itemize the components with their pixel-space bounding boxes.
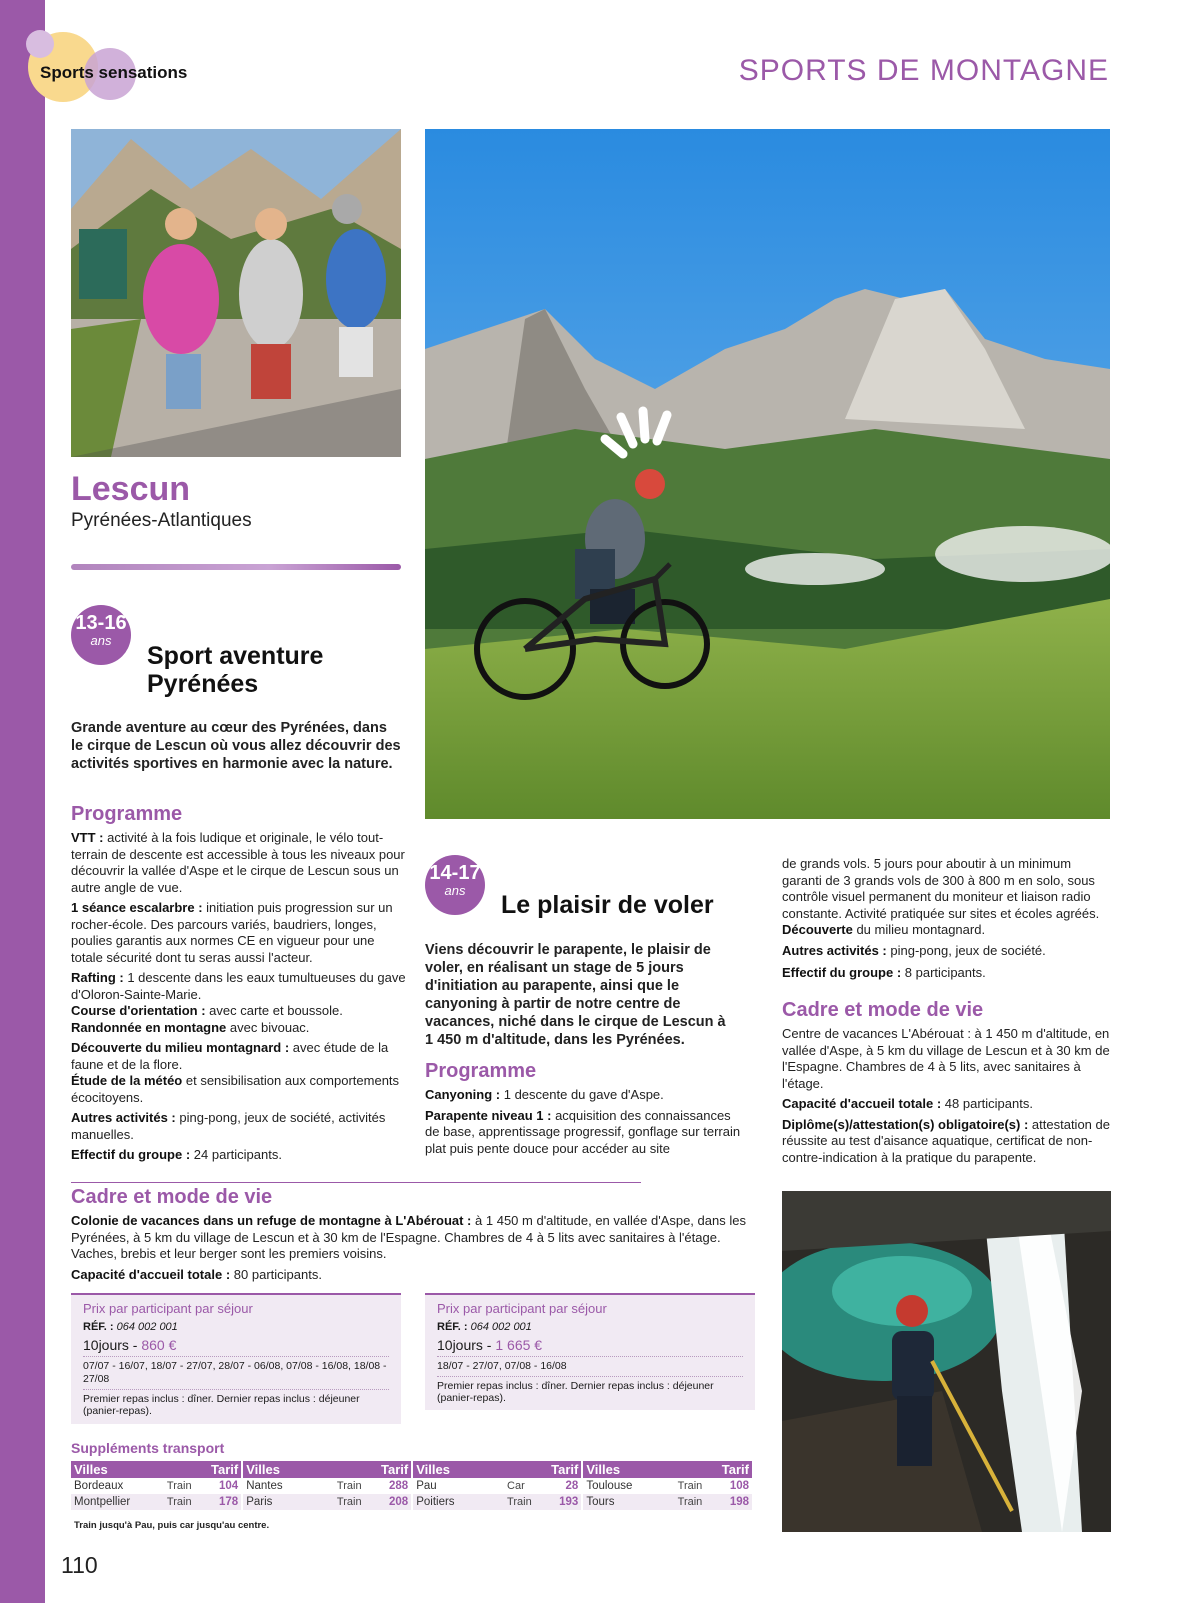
city: Pau bbox=[416, 1480, 437, 1492]
col-price: Tarif bbox=[548, 1461, 582, 1478]
price-duration: 10jours - 1 665 € bbox=[437, 1337, 743, 1357]
stay2-intro: Viens découvrir le parapente, le plaisir de voler, en réalisant un stage de 5 jours d'initiation au parapente, ainsi que le canyoning à partir de notre centre de vacances, niché dans le cirque de Lescun à 1 450 m d'altitude, dans les Pyrénées. bbox=[425, 942, 726, 1048]
mode: Train bbox=[504, 1494, 548, 1510]
price: 288 bbox=[378, 1478, 412, 1494]
programme-item-vtt: VTT : activité à la fois ludique et originale, le vélo tout-terrain de descente est accessible à tous les niveaux pour découvrir la vallée d'Aspe et le cirque de Lescun sous un autre angle de vue. bbox=[71, 830, 405, 895]
mode: Car bbox=[507, 1480, 525, 1492]
transport-title: Suppléments transport bbox=[71, 1440, 225, 1456]
stay1-cadre bbox=[71, 1213, 761, 1287]
programme-item-orientation: Course d'orientation : avec carte et boussole. bbox=[71, 1003, 343, 1018]
price: 198 bbox=[719, 1494, 753, 1510]
col-city: Villes bbox=[582, 1461, 718, 1478]
price: 104 bbox=[208, 1478, 242, 1494]
age-badge-stay1 bbox=[71, 605, 131, 665]
programme-item-meteo: Étude de la météo et sensibilisation aux comportements écocitoyens. bbox=[71, 1073, 400, 1105]
mode: Train bbox=[675, 1494, 719, 1510]
hikers-photo bbox=[71, 129, 401, 457]
programme-item-effectif: Effectif du groupe : 24 participants. bbox=[71, 1147, 282, 1162]
price-ref: RÉF. : 064 002 001 bbox=[437, 1321, 532, 1333]
col-city: Villes bbox=[71, 1461, 208, 1478]
section-tag-label: Sports sensations bbox=[40, 63, 188, 82]
stay1-title-line1: Sport aventure bbox=[147, 642, 324, 670]
price: 208 bbox=[378, 1494, 412, 1510]
stay1-title-line2: Pyrénées bbox=[147, 670, 259, 698]
price: 108 bbox=[719, 1478, 753, 1494]
price-title: Prix par participant par séjour bbox=[83, 1301, 253, 1316]
city: Paris bbox=[242, 1494, 334, 1510]
tag-circle-small bbox=[26, 30, 54, 58]
location-name: Lescun bbox=[71, 470, 191, 508]
stay1-title bbox=[147, 642, 323, 698]
price-title: Prix par participant par séjour bbox=[437, 1301, 607, 1316]
page-sidebar-band bbox=[0, 0, 45, 1603]
col-city: Villes bbox=[412, 1461, 548, 1478]
mode: Train bbox=[677, 1480, 703, 1492]
price-meals: Premier repas inclus : dîner. Dernier repas inclus : déjeuner (panier-repas). bbox=[437, 1380, 714, 1404]
programme-item-decouverte: Découverte du milieu montagnard : avec étude de la faune et de la flore. bbox=[71, 1040, 389, 1072]
col-city: Villes bbox=[242, 1461, 378, 1478]
programme-item-effectif: Effectif du groupe : 8 participants. bbox=[782, 965, 986, 980]
price-dates: 07/07 - 16/07, 18/07 - 27/07, 28/07 - 06/08, 07/08 - 16/08, 18/08 - 27/08 bbox=[83, 1357, 389, 1390]
price: 193 bbox=[548, 1494, 582, 1510]
stay1-programme-heading: Programme bbox=[71, 803, 183, 825]
stay1-cadre-heading: Cadre et mode de vie bbox=[71, 1186, 273, 1208]
price-duration: 10jours - 860 € bbox=[83, 1337, 389, 1357]
mode: Train bbox=[164, 1494, 208, 1510]
transport-header-row bbox=[71, 1461, 753, 1478]
mode: Train bbox=[166, 1480, 192, 1492]
stay2-cadre-text: Centre de vacances L'Abérouat : à 1 450 m d'altitude, en vallée d'Aspe, à 5 km du village de Lescun et à 30 km de l'Espagne. Chambres de 4 à 5 lits, avec sanitaires à l'étage. bbox=[782, 1026, 1110, 1091]
stay2-column-right bbox=[782, 856, 1112, 986]
transport-table bbox=[71, 1461, 754, 1510]
stay2-diploma: Diplôme(s)/attestation(s) obligatoire(s) : attestation de réussite au test d'aisance aquatique, certificat de non-contre-indication à la pratique du parapente. bbox=[782, 1116, 1110, 1165]
stay2-title: Le plaisir de voler bbox=[501, 891, 714, 919]
stay1-price-box bbox=[71, 1293, 401, 1424]
city: Poitiers bbox=[412, 1494, 504, 1510]
table-row bbox=[71, 1478, 753, 1494]
stay2-cadre bbox=[782, 1026, 1112, 1170]
price: 178 bbox=[208, 1494, 242, 1510]
stay2-cadre-heading: Cadre et mode de vie bbox=[782, 999, 984, 1021]
programme-item-autres: Autres activités : ping-pong, jeux de société. bbox=[782, 942, 1046, 958]
page-number: 110 bbox=[61, 1552, 98, 1578]
city: Bordeaux bbox=[74, 1480, 124, 1492]
age-unit: ans bbox=[444, 883, 466, 898]
stay2-programme bbox=[425, 1087, 745, 1161]
col-price: Tarif bbox=[719, 1461, 753, 1478]
city: Toulouse bbox=[586, 1480, 633, 1492]
programme-item-canyoning: Canyoning : 1 descente du gave d'Aspe. bbox=[425, 1087, 664, 1102]
page-title: SPORTS DE MONTAGNE bbox=[738, 54, 1109, 87]
age-range: 13-16 bbox=[75, 612, 127, 634]
stay2-capacity: Capacité d'accueil totale : 48 participants. bbox=[782, 1096, 1033, 1111]
col-price: Tarif bbox=[208, 1461, 242, 1478]
programme-item-decouverte: Découverte du milieu montagnard. bbox=[782, 922, 986, 937]
city: Nantes bbox=[246, 1480, 283, 1492]
price-meals: Premier repas inclus : dîner. Dernier repas inclus : déjeuner (panier-repas). bbox=[83, 1393, 360, 1417]
mountain-bike-photo bbox=[425, 129, 1110, 819]
age-range: 14-17 bbox=[429, 862, 481, 884]
stay1-cadre-text: Colonie de vacances dans un refuge de montagne à L'Abérouat : à 1 450 m d'altitude, en vallée d'Aspe, dans les Pyrénées, à 5 km du village de Lescun et à 30 km de l'Espagne. Chambres de 4 à 5 lits avec sanitaires à l'étage. Vaches, brebis et leur berger sont les premiers voisins. bbox=[71, 1213, 746, 1261]
table-row bbox=[71, 1494, 753, 1510]
age-unit: ans bbox=[90, 633, 112, 648]
stay1-programme bbox=[71, 830, 406, 1168]
parapente-continued: de grands vols. 5 jours pour aboutir à un minimum garanti de 3 grands vols de 300 à 800 m en solo, sous contrôle visuel permanent du moniteur et liaison radio constante. Activité pratiquée sur sites et écoles agréés. bbox=[782, 856, 1100, 921]
location-region: Pyrénées-Atlantiques bbox=[71, 510, 252, 531]
programme-item-autres: Autres activités : ping-pong, jeux de société, activités manuelles. bbox=[71, 1110, 386, 1142]
city: Tours bbox=[582, 1494, 674, 1510]
stay1-capacity: Capacité d'accueil totale : 80 participants. bbox=[71, 1266, 322, 1282]
price-dates: 18/07 - 27/07, 07/08 - 16/08 bbox=[437, 1357, 743, 1377]
cadre-rule bbox=[71, 1182, 641, 1183]
price-amount: 860 € bbox=[141, 1337, 177, 1353]
stay2-price-box bbox=[425, 1293, 755, 1410]
mode: Train bbox=[336, 1480, 362, 1492]
transport-note: Train jusqu'à Pau, puis car jusqu'au centre. bbox=[74, 1520, 270, 1531]
price: 28 bbox=[548, 1478, 582, 1494]
price-ref: RÉF. : 064 002 001 bbox=[83, 1321, 178, 1333]
canyoning-photo bbox=[782, 1191, 1111, 1532]
mode: Train bbox=[334, 1494, 378, 1510]
col-price: Tarif bbox=[378, 1461, 412, 1478]
programme-item-rafting: Rafting : 1 descente dans les eaux tumultueuses du gave d'Oloron-Sainte-Marie. bbox=[71, 970, 406, 1002]
age-badge-stay2 bbox=[425, 855, 485, 915]
programme-item-parapente: Parapente niveau 1 : acquisition des connaissances de base, apprentissage progressif, gonflage sur terrain plat puis pente douce pour accéder au site bbox=[425, 1107, 741, 1156]
city: Montpellier bbox=[71, 1494, 164, 1510]
programme-item-randonnee: Randonnée en montagne avec bivouac. bbox=[71, 1019, 310, 1035]
programme-item-escalarbre: 1 séance escalarbre : initiation puis progression sur un rocher-école. Des parcours variés, baudriers, longes, poulies garantis aux normes CE en vigueur pour une totale sécurité dont tu seras aussi l'acteur. bbox=[71, 900, 393, 965]
section-divider bbox=[71, 564, 401, 570]
stay2-programme-heading: Programme bbox=[425, 1060, 537, 1082]
price-amount: 1 665 € bbox=[495, 1337, 543, 1353]
section-tag bbox=[26, 30, 216, 110]
stay1-intro: Grande aventure au cœur des Pyrénées, dans le cirque de Lescun où vous allez découvrir des activités sportives en harmonie avec la nature. bbox=[71, 720, 401, 772]
